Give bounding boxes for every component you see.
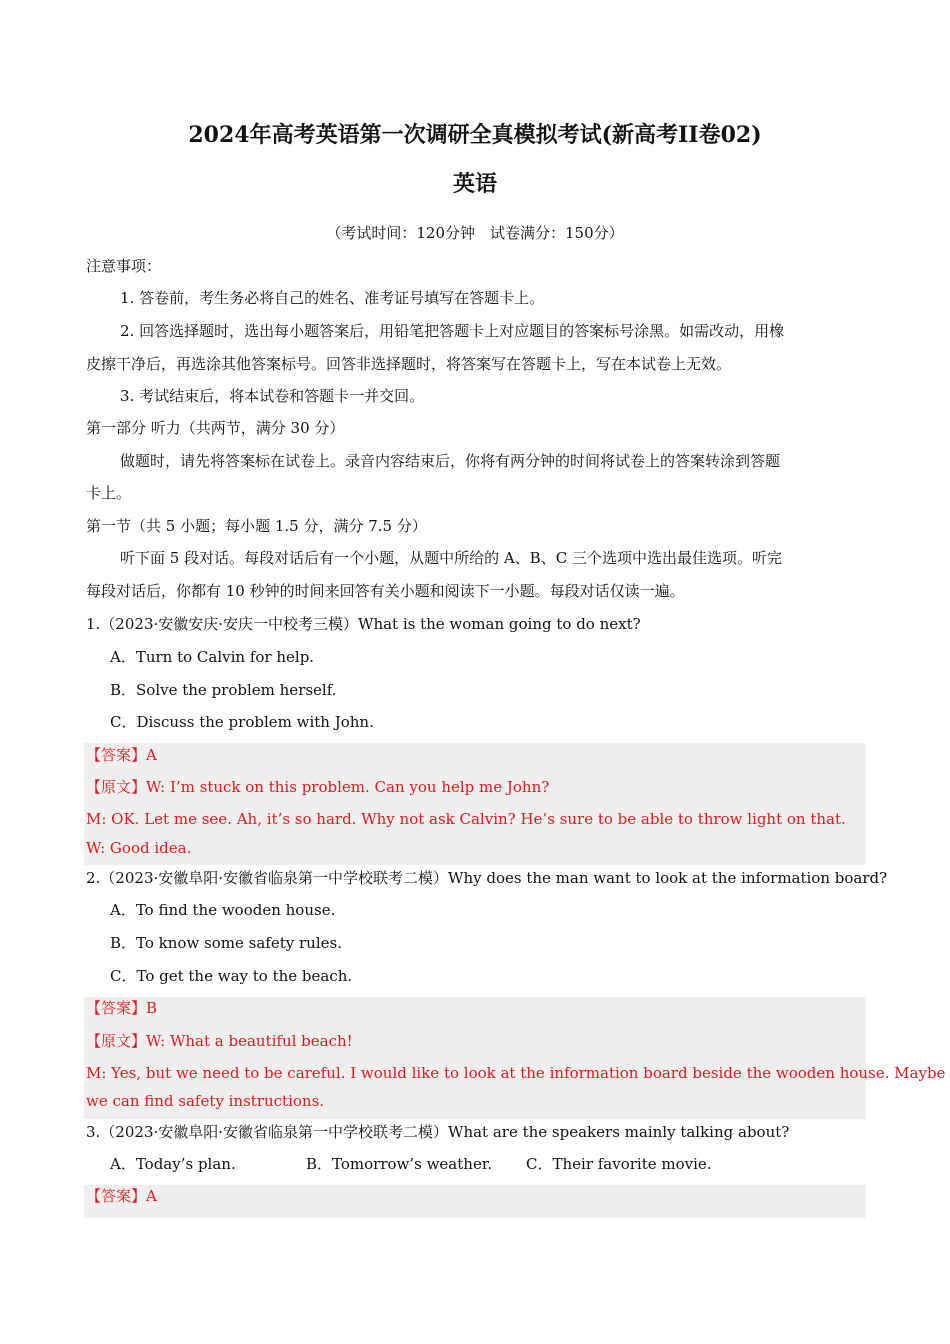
question-option: C．Their favorite movie. xyxy=(526,1155,712,1173)
section1-instruction: 每段对话后，你都有 10 秒钟的时间来回答有关小题和阅读下一小题。每段对话仅读一遍。 xyxy=(86,582,685,600)
question-stem: 1.（2023·安徽安庆·安庆一中校考三模）What is the woman going to do next? xyxy=(86,615,641,633)
question-option: A．Turn to Calvin for help. xyxy=(110,648,315,666)
notice-item: 1. 答卷前，考生务必将自己的姓名、准考证号填写在答题卡上。 xyxy=(120,289,545,307)
answer-line xyxy=(86,1185,866,1207)
question-option: B．To know some safety rules. xyxy=(110,934,342,952)
notice-item: 皮擦干净后，再选涂其他答案标号。回答非选择题时，将答案写在答题卡上，写在本试卷上无效。 xyxy=(86,355,732,373)
transcript-text: M: Yes, but we need to be careful. I would like to look at the information board beside the wooden house. Maybe xyxy=(86,1064,946,1082)
transcript-label: 【原文】 xyxy=(86,1032,147,1050)
section1-instruction: 听下面 5 段对话。每段对话后有一个小题，从题中所给的 A、B、C 三个选项中选出最佳选项。听完 xyxy=(120,549,782,567)
answer-label: 【答案】 xyxy=(86,746,147,764)
question-option: B．Tomorrow’s weather. xyxy=(306,1155,493,1173)
question-options-row xyxy=(110,1153,866,1175)
document-subtitle: 英语 xyxy=(452,171,497,197)
transcript-text: M: OK. Let me see. Ah, it’s so hard. Why not ask Calvin? He’s sure to be able to throw light on that. xyxy=(86,810,846,828)
answer-value: A xyxy=(146,1187,157,1205)
answer-line xyxy=(86,744,866,766)
question-option: A．Today’s plan. xyxy=(110,1155,236,1173)
transcript-line xyxy=(86,1030,866,1052)
answer-line xyxy=(86,997,866,1019)
answer-label: 【答案】 xyxy=(86,999,147,1017)
part1-instruction: 做题时，请先将答案标在试卷上。录音内容结束后，你将有两分钟的时间将试卷上的答案转涂到答题 xyxy=(120,452,781,470)
transcript-label: 【原文】 xyxy=(86,778,147,796)
notice-heading: 注意事项： xyxy=(86,257,162,275)
question-option: C．To get the way to the beach. xyxy=(110,967,353,985)
answer-value: A xyxy=(146,746,157,764)
question-option: A．To find the wooden house. xyxy=(110,901,336,919)
question-option: C．Discuss the problem with John. xyxy=(110,713,374,731)
part1-instruction: 卡上。 xyxy=(86,484,132,502)
question-stem: 3.（2023·安徽阜阳·安徽省临泉第一中学校联考二模）What are the speakers mainly talking about? xyxy=(86,1123,790,1141)
transcript-text: W: What a beautiful beach! xyxy=(146,1032,353,1050)
part1-heading: 第一部分 听力（共两节，满分 30 分） xyxy=(86,419,345,437)
notice-item: 3. 考试结束后，将本试卷和答题卡一并交回。 xyxy=(120,387,425,405)
answer-value: B xyxy=(146,999,158,1017)
exam-info: （考试时间：120分钟 试卷满分：150分） xyxy=(326,224,624,242)
notice-item: 2. 回答选择题时，选出每小题答案后，用铅笔把答题卡上对应题目的答案标号涂黑。如需改动，用橡 xyxy=(120,322,785,340)
question-option: B．Solve the problem herself. xyxy=(110,681,337,699)
document-title: 2024年高考英语第一次调研全真模拟考试(新高考II卷02) xyxy=(188,122,762,148)
transcript-text: W: Good idea. xyxy=(86,839,192,857)
transcript-line xyxy=(86,776,866,798)
question-stem: 2.（2023·安徽阜阳·安徽省临泉第一中学校联考二模）Why does the man want to look at the information board? xyxy=(86,869,888,887)
section1-heading: 第一节（共 5 小题；每小题 1.5 分，满分 7.5 分） xyxy=(86,517,427,535)
transcript-text: W: I’m stuck on this problem. Can you help me John? xyxy=(146,778,550,796)
transcript-text: we can find safety instructions. xyxy=(86,1092,325,1110)
answer-label: 【答案】 xyxy=(86,1187,147,1205)
